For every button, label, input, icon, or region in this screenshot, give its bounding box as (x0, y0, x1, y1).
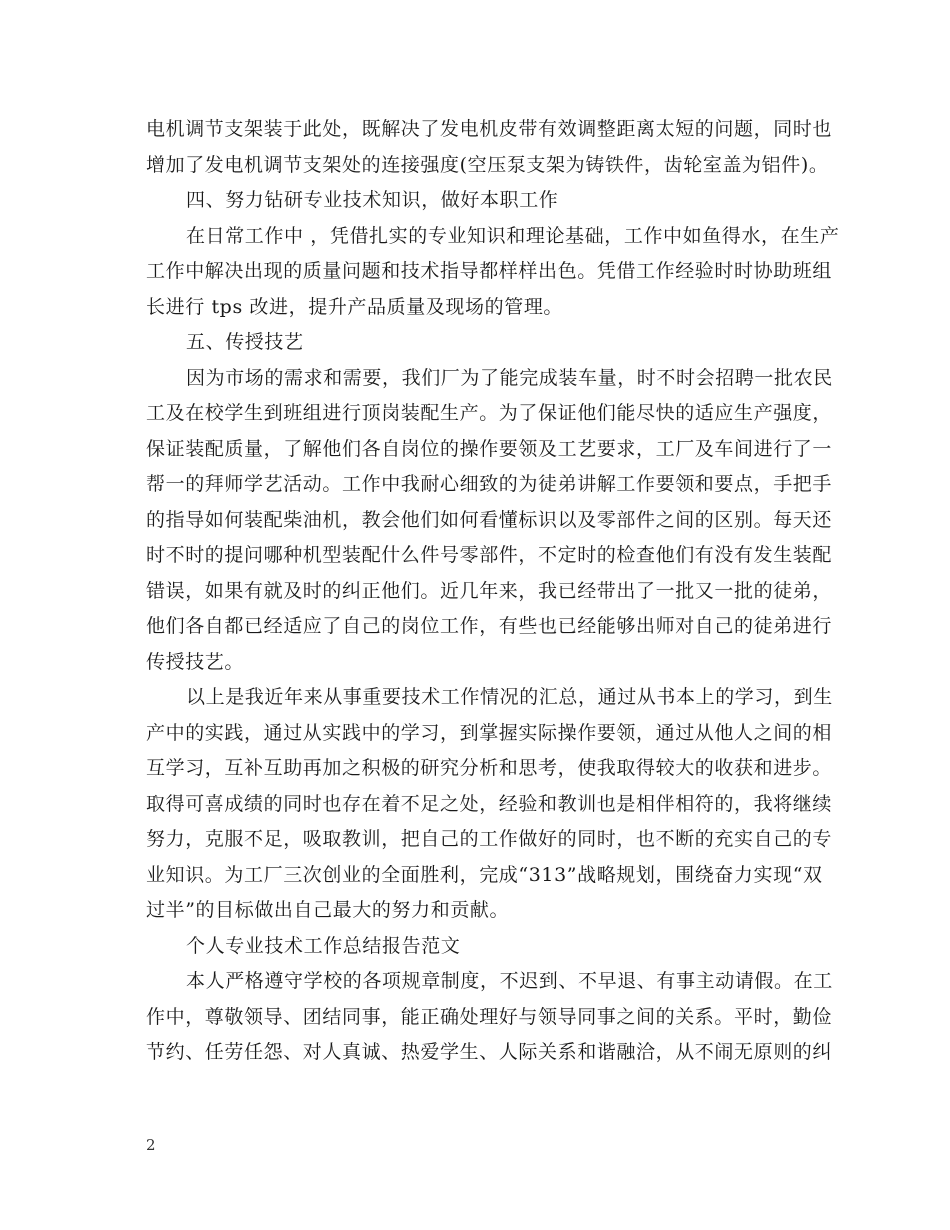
text-line: 过半”的目标做出自己最大的努力和贡献。 (146, 899, 510, 921)
text-line: 取得可喜成绩的同时也存在着不足之处，经验和教训也是相伴相符的，我将继续 (146, 792, 833, 815)
text-line: 产中的实践，通过从实践中的学习，到掌握实际操作要领，通过从他人之间的相 (146, 721, 833, 744)
text-line: 帮一的拜师学艺活动。工作中我耐心细致的为徒弟讲解工作要领和要点，手把手 (146, 473, 833, 495)
text-line: 业知识。为工厂三次创业的全面胜利，完成“313”战略规划，围绕奋力实现“双 (146, 863, 823, 886)
text-line: 增加了发电机调节支架处的连接强度(空压泵支架为铸铁件，齿轮室盖为铝件)。 (146, 153, 829, 176)
text-line: 工作中解决出现的质量问题和技术指导都样样出色。凭借工作经验时时协助班组 (146, 260, 833, 282)
document-body (146, 112, 840, 1071)
text-line: 的指导如何装配柴油机，教会他们如何看懂标识以及零部件之间的区别。每天还 (146, 508, 833, 531)
text-line: 节约、任劳任怨、对人真诚、热爱学生、人际关系和谐融洽，从不闹无原则的纠 (146, 1041, 833, 1063)
text-line: 努力，克服不足，吸取教训，把自己的工作做好的同时，也不断的充实自己的专 (146, 828, 833, 850)
page-number: 2 (146, 1136, 156, 1154)
paragraph-first-line: 因为市场的需求和需要，我们厂为了能完成装车量，时不时会招聘一批农民 (186, 366, 833, 389)
text-line: 长进行 tps 改进，提升产品质量及现场的管理。 (146, 295, 564, 318)
paragraph-first-line: 以上是我近年来从事重要技术工作情况的汇总，通过从书本上的学习，到生 (186, 686, 833, 708)
text-line: 电机调节支架装于此处，既解决了发电机皮带有效调整距离太短的问题，同时也 (146, 118, 833, 140)
section-heading: 四、努力钻研专业技术知识，做好本职工作 (186, 189, 559, 211)
paragraph-first-line: 在日常工作中 ，凭借扎实的专业知识和理论基础，工作中如鱼得水，在生产 (186, 224, 840, 247)
document-subtitle: 个人专业技术工作总结报告范文 (186, 934, 461, 957)
text-line: 传授技艺。 (146, 650, 245, 673)
text-line: 他们各自都已经适应了自己的岗位工作，有些也已经能够出师对自己的徒弟进行 (146, 615, 833, 637)
text-line: 时不时的提问哪种机型装配什么件号零部件，不定时的检查他们有没有发生装配 (146, 544, 833, 566)
text-line: 错误，如果有就及时的纠正他们。近几年来，我已经带出了一批又一批的徒弟， (146, 579, 833, 602)
section-heading: 五、传授技艺 (186, 331, 304, 353)
paragraph-first-line: 本人严格遵守学校的各项规章制度，不迟到、不早退、有事主动请假。在工 (186, 970, 833, 992)
text-line: 工及在校学生到班组进行顶岗装配生产。为了保证他们能尽快的适应生产强度， (146, 402, 833, 424)
text-line: 保证装配质量，了解他们各自岗位的操作要领及工艺要求，工厂及车间进行了一 (146, 437, 833, 460)
text-line: 作中，尊敬领导、团结同事，能正确处理好与领导同事之间的关系。平时，勤俭 (146, 1005, 833, 1028)
text-line: 互学习，互补互助再加之积极的研究分析和思考，使我取得较大的收获和进步。 (146, 757, 833, 779)
